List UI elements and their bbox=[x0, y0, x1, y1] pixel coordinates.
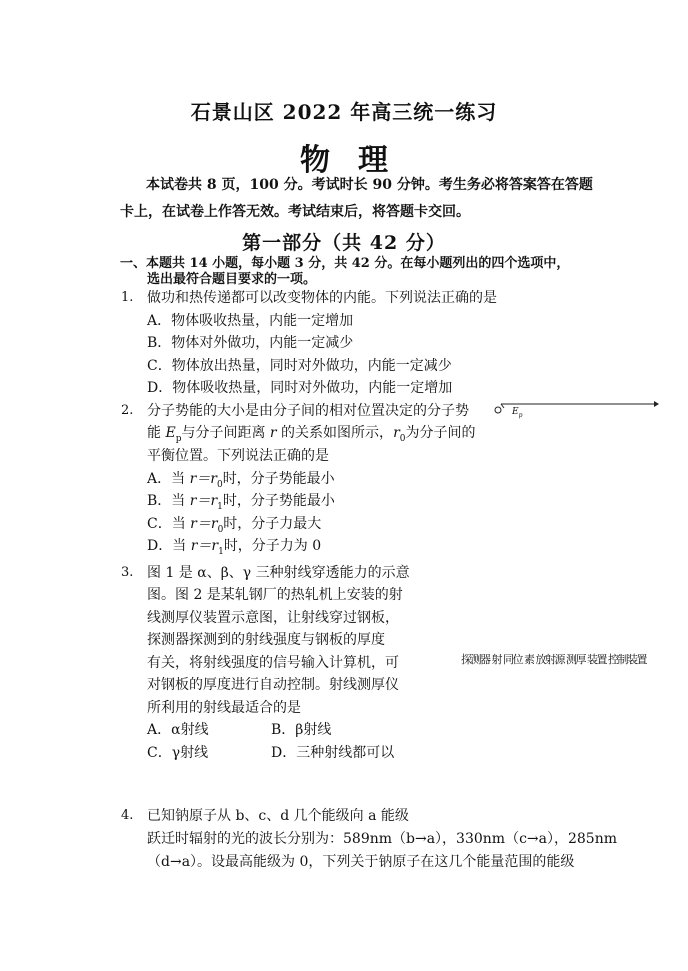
q4-line-3: （d→a）。设最高能级为 0，下列关于钠原子在这几个能量范围的能级 bbox=[147, 854, 575, 870]
q2-axis-label: $E_p$ bbox=[512, 407, 523, 419]
q2-line-2: 能 $E_p$与分子间距离 r 的关系如图所示，$r_0$为分子间的 bbox=[147, 425, 476, 444]
q2-option-c: C．当 $r=r_0$时，分子力最大 bbox=[147, 516, 322, 535]
q3-line-4: 探测器探测到的射线强度与钢板的厚度 bbox=[147, 632, 385, 648]
q4-number: 4. bbox=[121, 808, 134, 823]
q3-option-c: C．γ射线 bbox=[147, 745, 209, 761]
intro-line-1: 本试卷共 8 页，100 分。考试时长 90 分钟。考生务必将答案答在答题 bbox=[146, 177, 593, 193]
intro-line-2: 卡上，在试卷上作答无效。考试结束后，将答题卡交回。 bbox=[120, 204, 470, 220]
section-instructions-line-2: 选出最符合题目要求的一项。 bbox=[147, 272, 317, 287]
q3-option-b: B．β射线 bbox=[271, 722, 332, 738]
q3-option-a: A．α射线 bbox=[147, 722, 209, 738]
q1-stem: 做功和热传递都可以改变物体的内能。下列说法正确的是 bbox=[147, 290, 497, 306]
q2-line-1: 分子势能的大小是由分子间的相对位置决定的分子势 bbox=[147, 403, 469, 419]
q3-option-d: D．三种射线都可以 bbox=[271, 745, 395, 761]
q3-line-5: 有关，将射线强度的信号输入计算机，可 bbox=[147, 655, 399, 671]
q2-option-a: A．当 $r=r_0$时，分子势能最小 bbox=[147, 471, 335, 490]
q2-option-d: D．当 $r=r_1$时，分子力为 0 bbox=[147, 538, 322, 557]
q1-option-b: B．物体对外做功，内能一定减少 bbox=[147, 335, 354, 351]
q1-option-a: A．物体吸收热量，内能一定增加 bbox=[147, 313, 354, 329]
q3-line-6: 对钢板的厚度进行自动控制。射线测厚仪 bbox=[147, 677, 399, 693]
q3-line-3: 线测厚仪装置示意图，让射线穿过钢板， bbox=[147, 610, 399, 626]
q3-line-1: 图 1 是 α、β、γ 三种射线穿透能力的示意 bbox=[147, 565, 410, 581]
section-instructions-line-1: 一、本题共 14 小题，每小题 3 分，共 42 分。在每小题列出的四个选项中， bbox=[120, 256, 570, 271]
part-one-title: 第一部分（共 42 分） bbox=[242, 232, 446, 254]
q1-number: 1. bbox=[121, 290, 134, 305]
q4-line-2: 跃迁时辐射的光的波长分别为：589nm（b→a），330nm（c→a），285nm bbox=[147, 831, 617, 847]
exam-title: 石景山区 2022 年高三统一练习 bbox=[190, 100, 498, 124]
q1-option-c: C．物体放出热量，同时对外做功，内能一定减少 bbox=[147, 358, 452, 374]
q2-line-3: 平衡位置。下列说法正确的是 bbox=[147, 448, 329, 464]
q2-number: 2. bbox=[121, 403, 134, 418]
q4-line-1: 已知钠原子从 b、c、d 几个能级向 a 能级 bbox=[147, 808, 409, 824]
q3-line-7: 所利用的射线最适合的是 bbox=[147, 700, 301, 716]
q1-option-d: D．物体吸收热量，同时对外做功，内能一定增加 bbox=[147, 380, 453, 396]
subject-title: 物理 bbox=[300, 143, 416, 178]
q2-figure bbox=[494, 398, 659, 422]
q3-line-2: 图。图 2 是某轧钢厂的热轧机上安装的射 bbox=[147, 587, 403, 603]
q3-number: 3. bbox=[121, 565, 134, 580]
q2-option-b: B．当 $r=r_1$时，分子势能最小 bbox=[147, 493, 335, 512]
q3-figure-labels: 探测器 射 同位 素 放射源 测厚 装置 控制装置 bbox=[461, 653, 646, 666]
